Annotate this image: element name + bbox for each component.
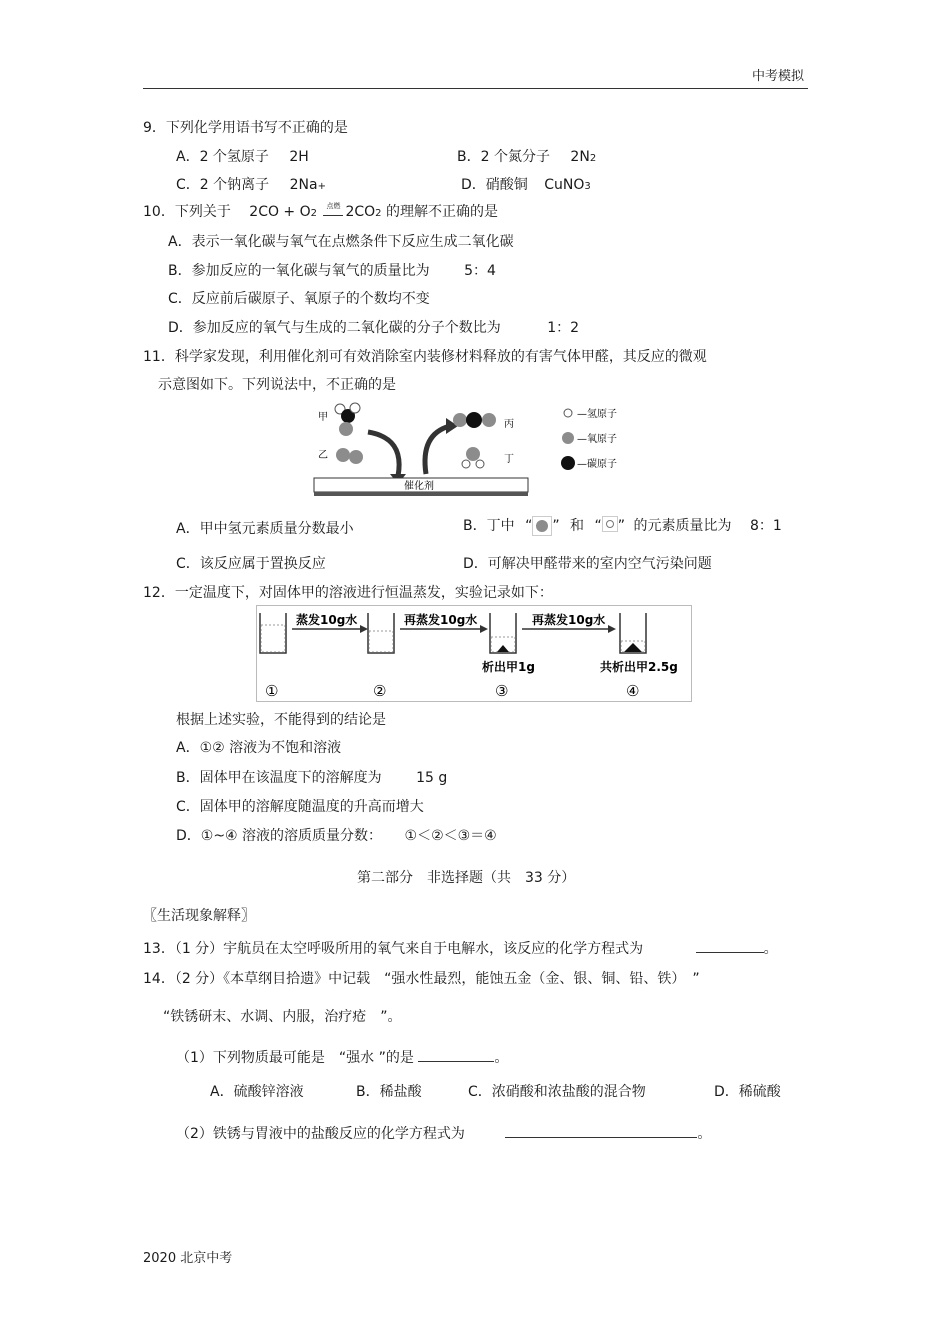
q14-stem-line2: “铁锈研末、水调、内服，治疗疮 ”。	[163, 1009, 402, 1025]
part2-title: 第二部分 非选择题（共 33 分）	[357, 870, 576, 886]
q11-jia-h-atom-2	[350, 403, 360, 413]
q10-option-d	[168, 321, 579, 335]
q11-catalyst-label: 催化剂	[404, 481, 434, 492]
q13-stem	[143, 938, 778, 956]
header-rule	[143, 88, 808, 89]
q11-yi-o-atom	[336, 448, 350, 462]
q9-option-b-formula	[570, 149, 596, 165]
q12-evaporation-diagram	[256, 605, 692, 702]
q9-option-d-label: D．硝酸铜	[461, 177, 528, 193]
header-label: 中考模拟	[752, 69, 805, 84]
q12-label-2: ②	[373, 682, 387, 700]
q14-sub2-answer-blank[interactable]	[505, 1123, 697, 1138]
o-atom-icon	[532, 516, 552, 536]
q10-equation-sub2: 2	[375, 208, 382, 219]
q11-option-d: D．可解决甲醛带来的室内空气污染问题	[463, 556, 712, 572]
q12-note-4: 共析出甲2.5g	[600, 660, 678, 674]
q12-step-2: 再蒸发10g水	[404, 613, 478, 627]
q9-option-a-label: A．2 个氢原子	[176, 149, 269, 165]
q11-option-b-mid: 和	[570, 518, 585, 534]
q9-option-b-formula-sub: 2	[589, 153, 597, 164]
q11-label-yi: 乙	[318, 450, 328, 461]
q12-option-d	[176, 829, 497, 843]
q13-answer-blank[interactable]	[696, 938, 764, 953]
q10-stem-prefix: 10．下列关于	[143, 204, 231, 220]
q14-option-d: D．稀硫酸	[714, 1084, 781, 1100]
q12-option-c: C．固体甲的溶解度随温度的升高而增大	[176, 799, 424, 815]
q12-stem: 12．一定温度下，对固体甲的溶液进行恒温蒸发，实验记录如下：	[143, 585, 553, 601]
q11-catalyst-base	[314, 492, 528, 496]
section-tag: 〖生活现象解释〗	[143, 908, 255, 924]
q12-note-3: 析出甲1g	[482, 660, 535, 674]
q12-beaker-2-solution	[369, 631, 393, 652]
q9-option-c	[176, 178, 326, 192]
q11-bing-c-atom	[466, 412, 482, 428]
q12-lead: 根据上述实验，不能得到的结论是	[176, 712, 386, 728]
q11-legend-c: —碳原子	[577, 459, 617, 470]
q11-ding-h-atom-2	[476, 460, 484, 468]
q10-stem-suffix: 的理解不正确的是	[386, 204, 498, 220]
q11-option-b-suffix: 的元素质量比为	[633, 518, 732, 534]
q11-option-b-quote-close: ”	[552, 518, 560, 534]
q11-option-b-quote-open: “	[525, 518, 533, 534]
footer-label: 2020 北京中考	[143, 1251, 233, 1266]
q10-equation-sub1: 2	[310, 208, 318, 219]
q9-option-c-formula	[290, 177, 326, 193]
q14-stem-line1: 14．（2 分）《本草纲目拾遗》中记载 “强水性最烈，能蚀五金（金、银、铜、铅、铁） ”	[143, 971, 700, 987]
q11-legend-h: —氢原子	[577, 409, 617, 420]
q14-sub2-text: （2）铁锈与胃液中的盐酸反应的化学方程式为	[176, 1126, 465, 1142]
q11-option-c: C．该反应属于置换反应	[176, 556, 326, 572]
q11-yi-o-atom-2	[349, 450, 363, 464]
q14-sub2	[176, 1123, 711, 1141]
q10-option-c: C．反应前后碳原子、氧原子的个数均不变	[168, 291, 430, 307]
q14-sub1-text: （1）下列物质最可能是 “强水 ”的是	[176, 1050, 414, 1066]
q11-reaction-diagram	[310, 398, 642, 498]
q12-option-b	[176, 771, 447, 785]
h-atom-icon	[602, 516, 618, 532]
q14-sub2-end: 。	[697, 1126, 712, 1142]
q11-label-jia: 甲	[318, 412, 328, 423]
q9-option-b-formula-main: 2N	[570, 149, 590, 165]
q11-stem-line2: 示意图如下。下列说法中，不正确的是	[158, 377, 396, 393]
q9-option-b-label: B．2 个氮分子	[457, 149, 550, 165]
q10-stem	[143, 202, 498, 220]
q10-equation-condition: 点燃	[326, 202, 341, 210]
q11-legend-o: —氧原子	[577, 434, 617, 445]
q10-equation	[249, 204, 386, 220]
q10-equation-right: 2CO	[345, 204, 376, 220]
q12-option-a: A．①② 溶液为不饱和溶液	[176, 740, 342, 756]
q11-stem-line1: 11．科学家发现，利用催化剂可有效消除室内装修材料释放的有害气体甲醛，其反应的微观	[143, 349, 707, 365]
q12-label-1: ①	[265, 682, 279, 700]
q13-stem-end: 。	[763, 941, 778, 957]
q10-option-b-text: B．参加反应的一氧化碳与氧气的质量比为	[168, 263, 430, 279]
q10-option-a: A．表示一氧化碳与氧气在点燃条件下反应生成二氧化碳	[168, 234, 514, 250]
q12-option-d-text: D．①~④ 溶液的溶质质量分数：	[176, 828, 383, 844]
q11-legend-c-icon	[561, 456, 575, 470]
q11-ding-o-atom	[466, 447, 480, 461]
q9-option-d-formula-sub: 3	[584, 181, 591, 192]
q14-sub1	[176, 1047, 508, 1065]
q14-option-c: C．浓硝酸和浓盐酸的混合物	[468, 1084, 646, 1100]
q11-bing-o-atom-2	[482, 413, 496, 427]
q12-label-4: ④	[626, 682, 640, 700]
q12-option-d-value: ①＜②＜③＝④	[404, 828, 497, 844]
q11-option-a: A．甲中氢元素质量分数最小	[176, 521, 354, 537]
q11-jia-o-atom	[339, 422, 353, 436]
q14-sub1-end: 。	[494, 1050, 509, 1066]
q9-option-c-label: C．2 个钠离子	[176, 177, 270, 193]
q14-option-b: B．稀盐酸	[356, 1084, 422, 1100]
q11-label-ding: 丁	[504, 454, 514, 465]
q11-option-b-quote-open-2: “	[594, 518, 602, 534]
q12-option-b-text: B．固体甲在该温度下的溶解度为	[176, 770, 382, 786]
q11-label-bing: 丙	[504, 419, 514, 430]
q10-equation-left: 2CO + O	[249, 204, 311, 220]
q9-option-c-formula-main: 2Na	[289, 177, 318, 193]
q12-step-3: 再蒸发10g水	[532, 613, 606, 627]
q9-option-a-formula: 2H	[289, 149, 309, 165]
q9-option-c-formula-sup: +	[317, 181, 326, 192]
q11-arrow-down-icon	[368, 432, 399, 476]
q12-beaker-1-solution	[261, 625, 285, 652]
q12-step-1: 蒸发10g水	[296, 613, 358, 627]
q10-option-b-ratio: 5：4	[464, 263, 496, 279]
q10-option-b	[168, 264, 496, 278]
q14-option-a: A．硫酸锌溶液	[210, 1084, 304, 1100]
q14-sub1-answer-blank[interactable]	[418, 1047, 494, 1062]
q11-option-b-prefix: B．丁中	[463, 518, 515, 534]
q9-option-b	[457, 150, 596, 164]
q12-label-3: ③	[495, 682, 509, 700]
q11-option-b	[463, 516, 782, 536]
q12-option-b-value: 15 g	[416, 770, 448, 786]
q9-option-d-formula-main: CuNO	[544, 177, 585, 193]
q9-option-d-formula	[544, 177, 591, 193]
q11-option-b-ratio: 8：1	[749, 518, 782, 534]
q9-option-d	[461, 178, 591, 192]
q10-equation-arrow	[323, 202, 343, 216]
q11-bing-o-atom	[453, 413, 467, 427]
q10-option-d-ratio: 1：2	[547, 320, 580, 336]
q11-legend-h-icon	[564, 409, 572, 417]
q13-stem-text: 13．（1 分）宇航员在太空呼吸所用的氧气来自于电解水，该反应的化学方程式为	[143, 941, 644, 957]
q11-option-b-quote-close-2: ”	[617, 518, 626, 534]
q9-option-a	[176, 150, 309, 164]
q10-option-d-text: D．参加反应的氧气与生成的二氧化碳的分子个数比为	[168, 320, 501, 336]
q11-legend-o-icon	[562, 432, 574, 444]
q11-ding-h-atom	[462, 460, 470, 468]
q9-stem: 9．下列化学用语书写不正确的是	[143, 120, 348, 136]
